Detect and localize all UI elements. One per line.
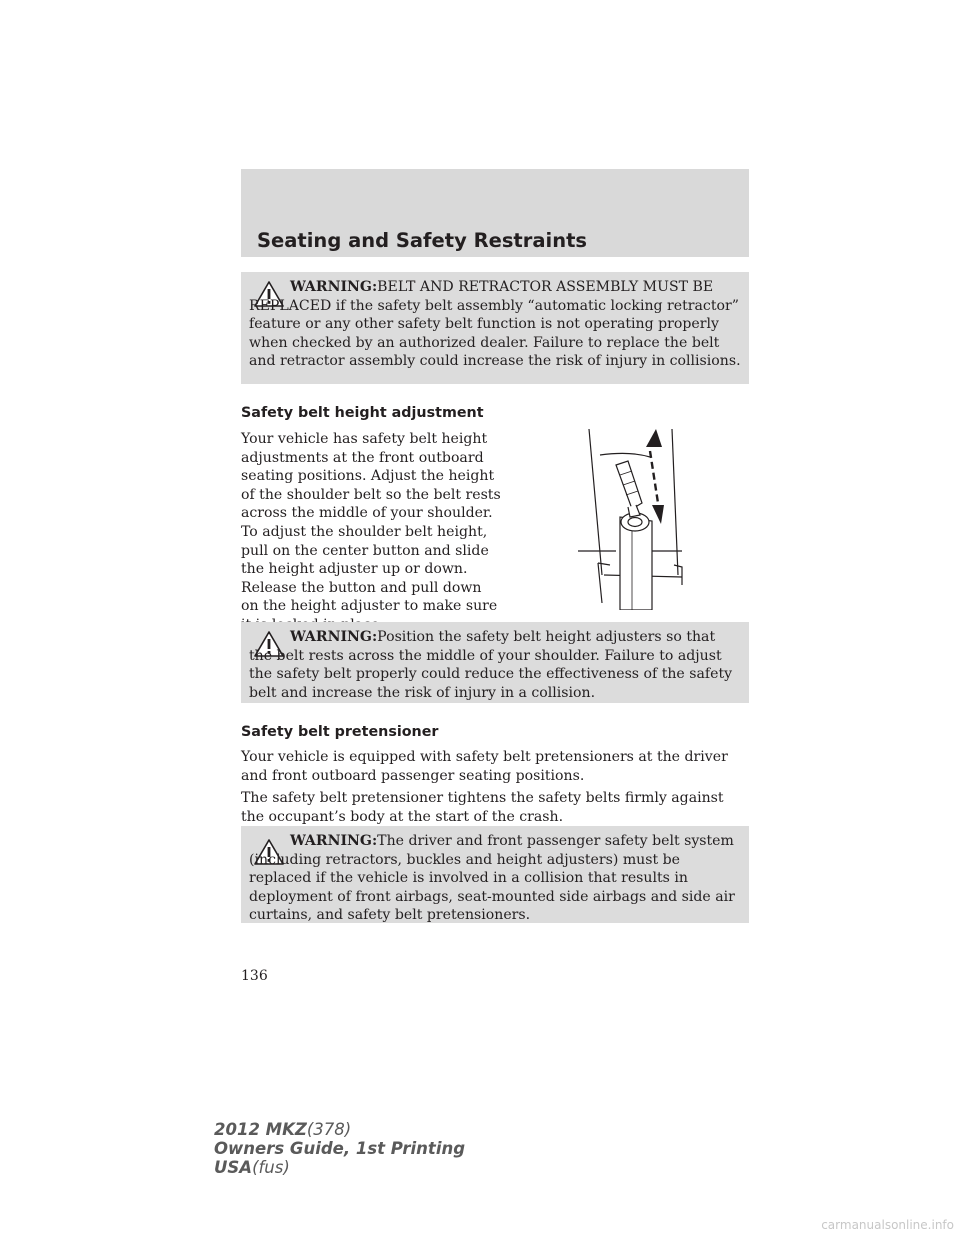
page-number: 136 (241, 968, 268, 984)
page-title: Seating and Safety Restraints (257, 229, 588, 252)
footer-region: USA (214, 1158, 253, 1177)
warning-text (249, 278, 741, 371)
document-footer (214, 1120, 465, 1177)
warning-label: WARNING: (290, 629, 378, 645)
body-paragraph: The safety belt pretensioner tightens the safety belts firmly against the occupant’s body at the start of the crash. (241, 790, 724, 825)
footer-printing: Owners Guide, 1st Printing (214, 1139, 466, 1158)
warning-box (241, 272, 749, 384)
footer-region-code: (fus) (252, 1158, 290, 1177)
body-paragraph: Your vehicle has safety belt height adjustments at the front outboard seating positions. Adjust the height of the shoulder belt so the belt rests across the middle of your shoulder. (241, 431, 501, 522)
warning-body: Position the safety belt height adjusters so that the belt rests across the middle of your shoulder. Failure to adjust the safety belt properly could reduce the effectiveness of the safety belt and increase the risk of injury in a collision. (249, 629, 733, 701)
height-adjuster (616, 461, 649, 531)
warning-box (241, 826, 749, 923)
warning-box (241, 622, 749, 703)
adjust-up-down-arrow (646, 429, 664, 524)
body-paragraph: Your vehicle is equipped with safety belt pretensioners at the driver and front outboard passenger seating positions. (241, 749, 728, 784)
footer-model: 2012 MKZ (214, 1120, 307, 1139)
belt-height-adjuster-illustration (570, 425, 686, 610)
warning-label: WARNING: (290, 279, 378, 295)
warning-text (249, 628, 741, 702)
warning-body: BELT AND RETRACTOR ASSEMBLY MUST BE REPLACED if the safety belt assembly “automatic locking retractor” feature or any other safety belt function is not operating properly when checked by an authorized dealer. Failure to replace the belt and retractor assembly could increase the risk of injury in collisions. (249, 279, 741, 370)
body-paragraph: To adjust the shoulder belt height, pull on the center button and slide the height adjuster up or down. Release the button and pull down on the height adjuster to make sure (241, 524, 498, 615)
warning-text (249, 832, 741, 925)
section-heading: Safety belt height adjustment (241, 405, 484, 421)
warning-label: WARNING: (290, 833, 378, 849)
footer-code: (378) (306, 1120, 352, 1139)
watermark: carmanualsonline.info (821, 1218, 954, 1232)
section-heading: Safety belt pretensioner (241, 724, 439, 740)
warning-body: The driver and front passenger safety belt system (including retractors, buckles and height adjusters) must be replaced if the vehicle is involved in a collision that results in deployment of front airbags, seat-mounted side airbags and side air curtains, and safety belt pretensioners. (249, 833, 735, 924)
